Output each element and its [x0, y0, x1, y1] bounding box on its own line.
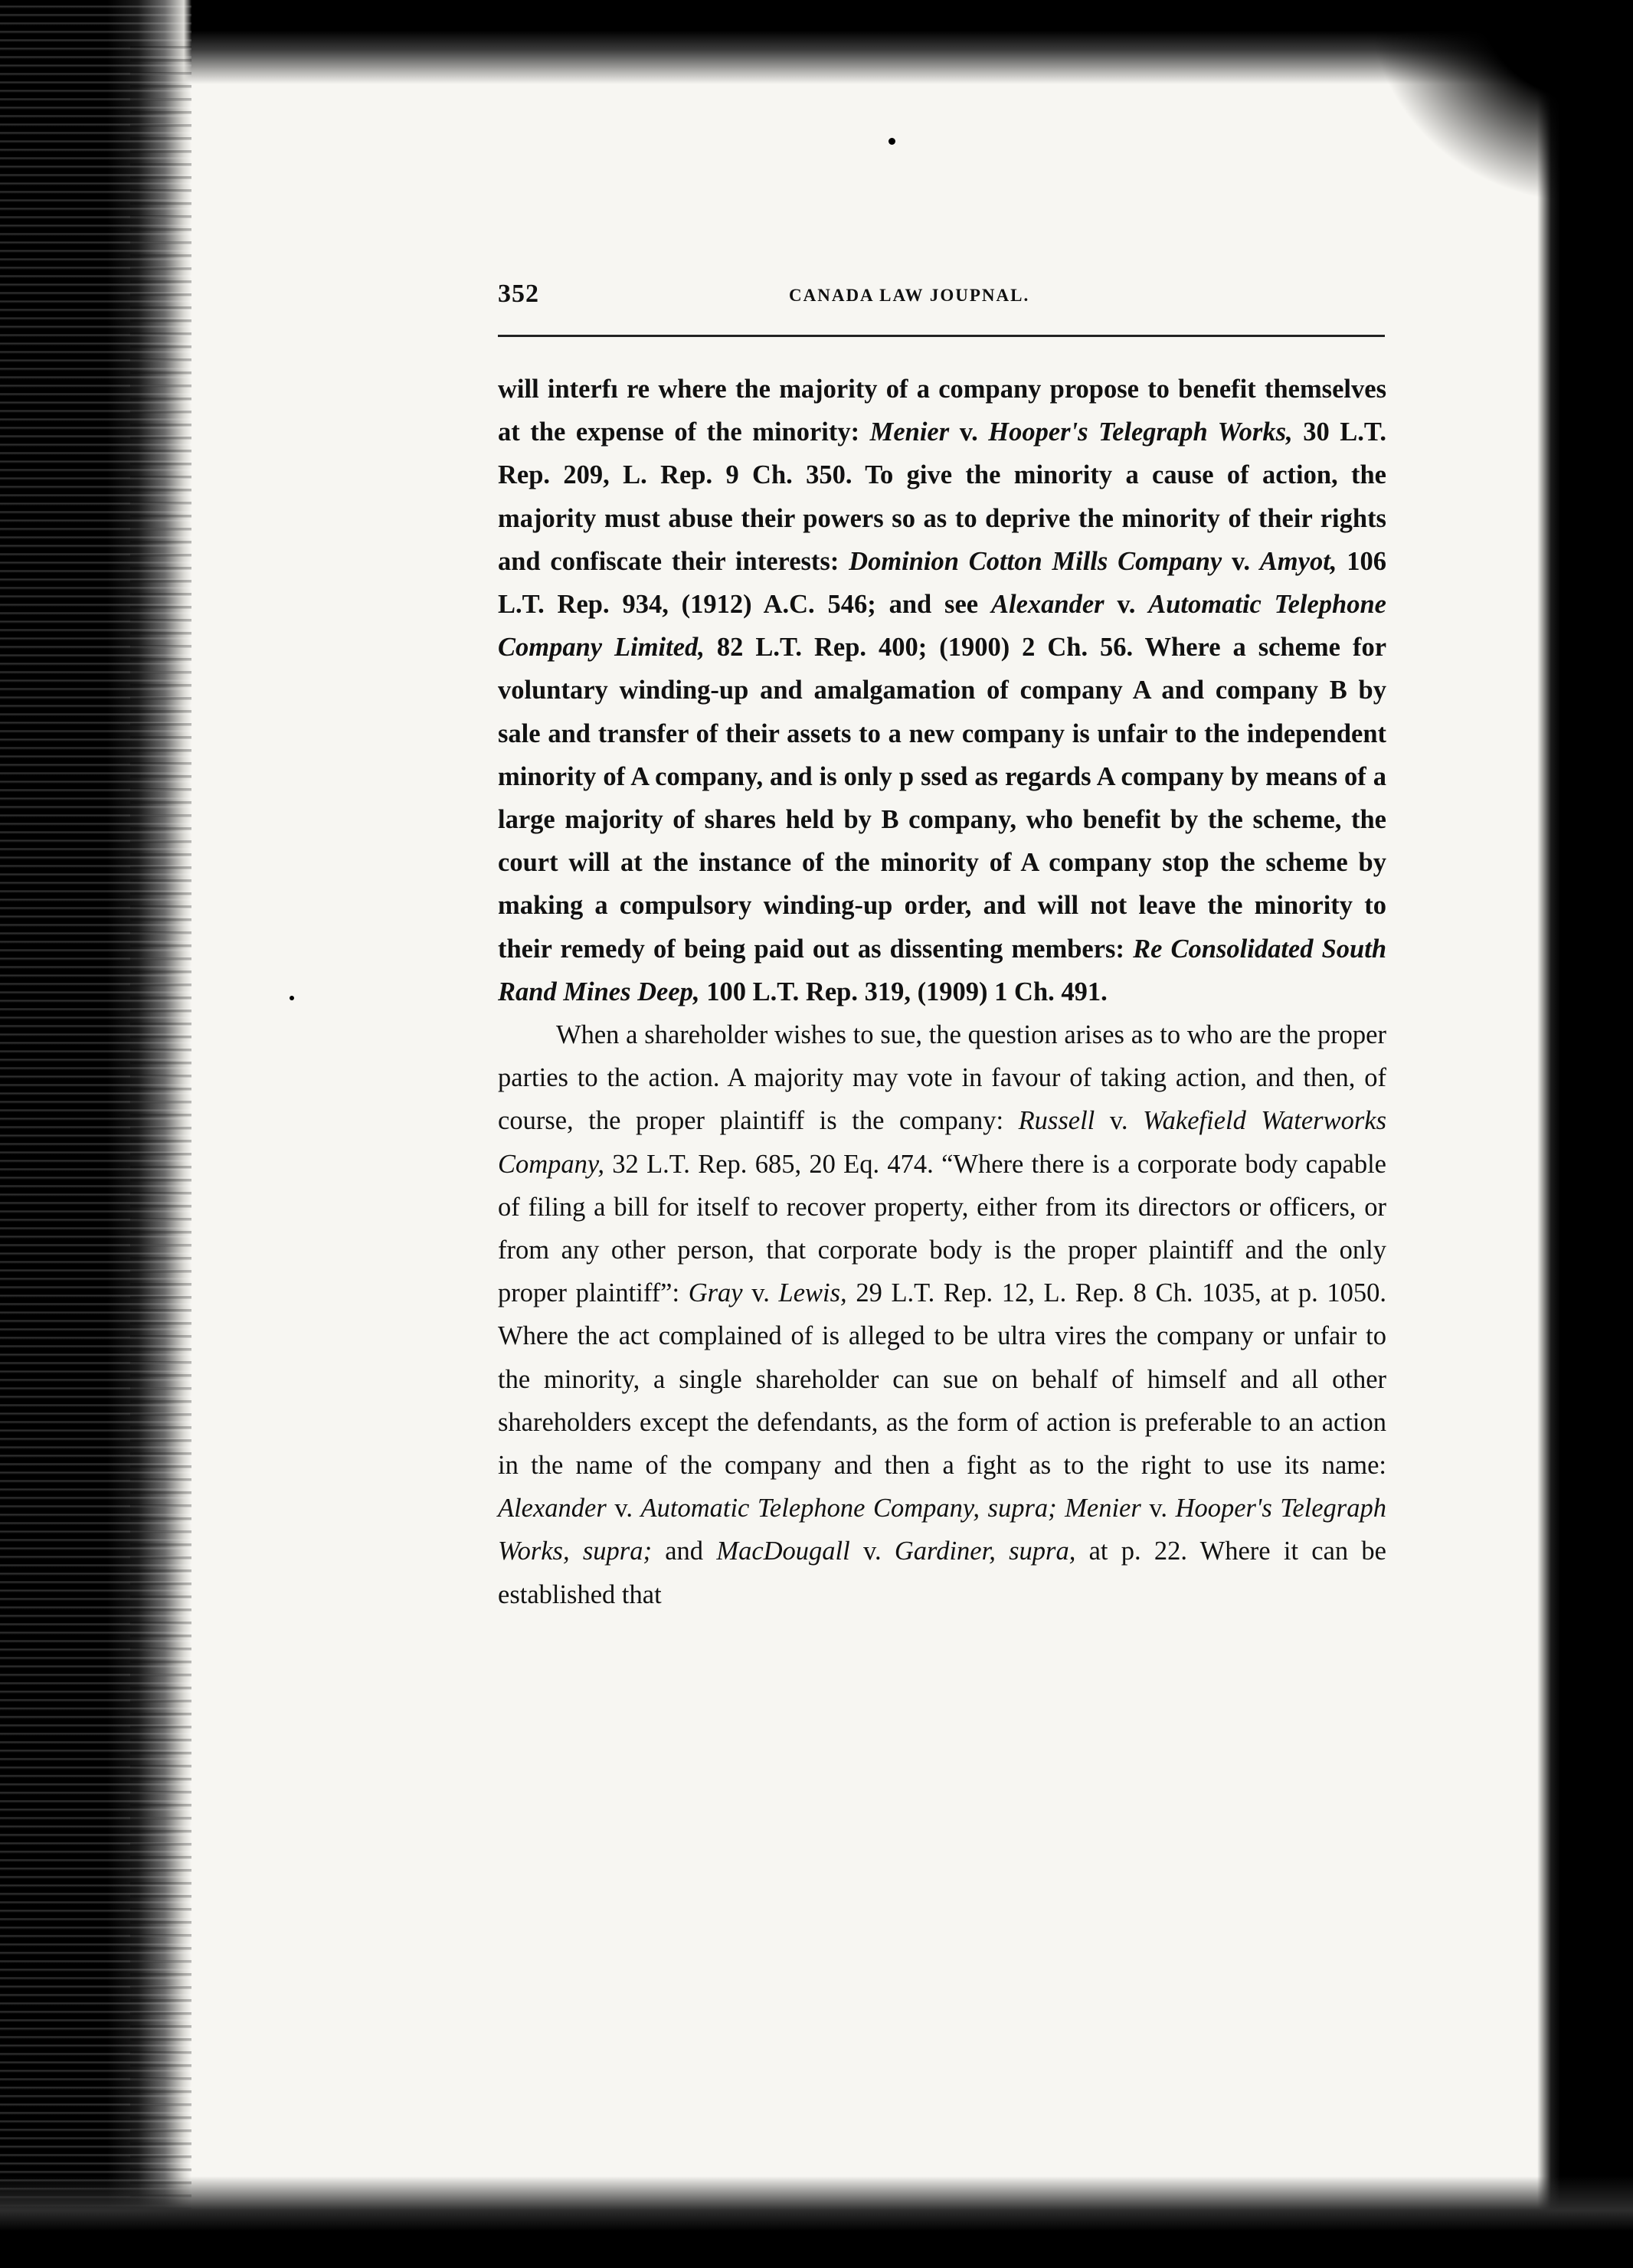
body-text	[498, 368, 1386, 1616]
case-name: Re Consolidated South Rand Mines Deep,	[498, 934, 1387, 1006]
text-run: v.	[1140, 1494, 1176, 1523]
case-name: Hooper's Telegraph Works, supra;	[498, 1494, 1386, 1566]
paragraph-1	[498, 368, 1386, 1013]
text-run: will interfı re where the majority of a company propose to benefit themselves at the expense of the minority:	[498, 375, 1386, 447]
header-rule	[498, 335, 1385, 337]
case-name: Alexander	[498, 1494, 607, 1523]
scan-shadow-top-right	[1373, 0, 1587, 199]
scan-speckle-left	[130, 46, 191, 2237]
case-name: Menier	[869, 417, 950, 447]
page-number: 352	[498, 280, 539, 308]
text-run: v.	[1222, 546, 1260, 576]
running-title: CANADA LAW JOUPNAL.	[789, 286, 1030, 305]
case-name: Alexander	[990, 590, 1104, 620]
case-name: Menier	[1065, 1494, 1141, 1523]
text-run: 29 L.T. Rep. 12, L. Rep. 8 Ch. 1035, at p. 1050. Where the act complained of is alleged to be ultra vires the company or unfair to the minority, a single shareholder can sue on behalf of himself and all other shareholders except the defendants, as the form of action is preferable to an action in the name of the company and then a fight as to the right to use its name:	[498, 1278, 1386, 1481]
text-run: and	[651, 1537, 717, 1566]
case-name: Wakefield Waterworks Company,	[498, 1106, 1386, 1179]
case-name: Gardiner, supra,	[894, 1537, 1076, 1566]
case-name: Russell	[1018, 1106, 1095, 1136]
case-name: MacDougall	[716, 1537, 850, 1566]
text-run: When a shareholder wishes to sue, the question arises as to who are the proper parties to the action. A majority may vote in favour of taking action, and then, of course, the proper plaintiff is the company:	[498, 1020, 1386, 1136]
text-run	[1057, 1494, 1065, 1523]
text-run: 30 L.T. Rep. 209, L. Rep. 9 Ch. 350. To give the minority a cause of action, the majority must abuse their powers so as to deprive the minority of their rights and confiscate their interests:	[498, 417, 1386, 576]
case-name: Automatic Telephone Company, supra;	[640, 1494, 1057, 1523]
text-run: at p. 22. Where it can be established that	[498, 1537, 1386, 1609]
text-run: v.	[1095, 1106, 1144, 1136]
text-run: v.	[1104, 590, 1149, 620]
case-name: Hooper's Telegraph Works,	[988, 417, 1293, 447]
text-run: v.	[742, 1278, 779, 1308]
text-run: 100 L.T. Rep. 319, (1909) 1 Ch. 491.	[699, 977, 1108, 1006]
text-run: v.	[606, 1494, 641, 1523]
text-run: v.	[949, 417, 989, 447]
text-run: 32 L.T. Rep. 685, 20 Eq. 474. “Where there is a corporate body capable of filing a bill for itself to recover property, either from its directors or officers, or from any other person, that corporate body is the proper plaintiff and the only proper plaintiff”:	[498, 1149, 1386, 1308]
page-header	[498, 280, 1385, 326]
scan-border-right	[1537, 0, 1633, 2268]
case-name: Dominion Cotton Mills Company	[849, 546, 1222, 576]
paragraph-2	[498, 1013, 1386, 1616]
scan-border-bottom	[0, 2176, 1633, 2268]
case-name: Gray	[688, 1278, 743, 1308]
scan-dot	[290, 996, 294, 1000]
case-name: Automatic Telephone Company Limited,	[498, 590, 1386, 663]
text-run: 106 L.T. Rep. 934, (1912) A.C. 546; and see	[498, 546, 1386, 620]
scan-dot	[888, 138, 895, 145]
case-name: Amyot,	[1259, 546, 1337, 576]
case-name: Lewis,	[778, 1278, 847, 1308]
text-run: 82 L.T. Rep. 400; (1900) 2 Ch. 56. Where a scheme for voluntary winding-up and amalgamation of company A and company B by sale and transfer of their assets to a new company is unfair to the independent minority of A company, and is only p ssed as regards A company by means of a large majority of shares held by B company, who benefit by the scheme, the court will at the instance of the minority of A company stop the scheme by making a compulsory winding-up order, and will not leave the minority to their remedy of being paid out as dissenting members:	[498, 633, 1387, 964]
text-run: v.	[849, 1537, 895, 1566]
